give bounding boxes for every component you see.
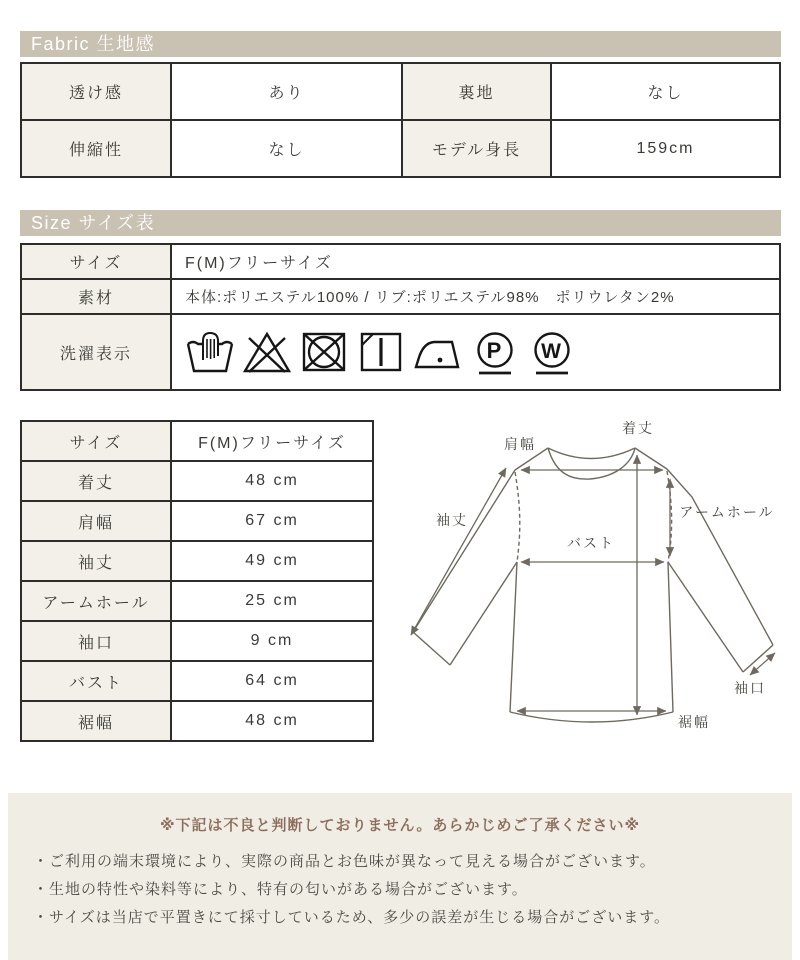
iron-low-icon xyxy=(413,329,463,375)
info-label-material: 素材 xyxy=(21,279,171,314)
measure-label-bust: バスト xyxy=(21,661,171,701)
measure-header-label: サイズ xyxy=(21,421,171,461)
do-not-tumble-dry-icon xyxy=(299,329,349,375)
fabric-label-stretch: 伸縮性 xyxy=(21,120,171,177)
info-label-care: 洗濯表示 xyxy=(21,314,171,390)
dry-clean-p-icon xyxy=(470,329,520,375)
note-item-color: ・ご利用の端末環境により、実際の商品とお色味が異なって見える場合がございます。 xyxy=(33,853,656,870)
measure-label-hem: 裾幅 xyxy=(21,701,171,741)
measure-label-cuff: 袖口 xyxy=(21,621,171,661)
fabric-table xyxy=(20,62,781,178)
fabric-section-header: Fabric 生地感 xyxy=(20,31,781,57)
line-dry-in-shade-icon xyxy=(356,329,406,375)
notes-box xyxy=(8,793,792,960)
fabric-label-lining: 裏地 xyxy=(402,63,551,120)
info-value-material: 本体:ポリエステル100% / リブ:ポリエステル98% ポリウレタン2% xyxy=(171,279,780,314)
measure-value-hem: 48 cm xyxy=(171,701,373,741)
measure-value-shoulder: 67 cm xyxy=(171,501,373,541)
svg-text:W: W xyxy=(541,340,563,363)
fabric-value-lining: なし xyxy=(551,63,780,120)
fabric-value-sheerness: あり xyxy=(171,63,402,120)
measure-header-value: F(M)フリーサイズ xyxy=(171,421,373,461)
measure-value-bust: 64 cm xyxy=(171,661,373,701)
measurement-arrows xyxy=(411,455,775,715)
info-label-size: サイズ xyxy=(21,244,171,279)
measure-value-armhole: 25 cm xyxy=(171,581,373,621)
note-item-measurement-error: ・サイズは当店で平置きにて採寸しているため、多少の誤差が生じる場合がございます。 xyxy=(33,908,671,926)
diagram-label-sleeve: 袖丈 xyxy=(436,512,468,528)
notes-title: ※下記は不良と判断しておりません。あらかじめご了承ください※ xyxy=(159,817,641,834)
measure-label-shoulder: 肩幅 xyxy=(21,501,171,541)
diagram-label-length: 着丈 xyxy=(622,420,654,436)
garment-measurement-diagram xyxy=(400,415,800,755)
info-value-size: F(M)フリーサイズ xyxy=(171,244,780,279)
fabric-value-stretch: なし xyxy=(171,120,402,177)
size-info-table xyxy=(20,243,781,391)
diagram-label-cuff: 袖口 xyxy=(734,680,766,696)
measurement-table xyxy=(20,420,374,742)
measure-label-sleeve: 袖丈 xyxy=(21,541,171,581)
diagram-label-shoulder: 肩幅 xyxy=(504,436,536,452)
fabric-label-model-height: モデル身長 xyxy=(402,120,551,177)
measure-value-length: 48 cm xyxy=(171,461,373,501)
fabric-label-sheerness: 透け感 xyxy=(21,63,171,120)
diagram-label-bust: バスト xyxy=(567,535,615,551)
measure-value-sleeve: 49 cm xyxy=(171,541,373,581)
diagram-label-hem: 裾幅 xyxy=(678,714,710,730)
measure-value-cuff: 9 cm xyxy=(171,621,373,661)
care-symbols-row xyxy=(171,314,780,390)
measure-label-length: 着丈 xyxy=(21,461,171,501)
garment-outline xyxy=(413,448,773,722)
note-item-odor: ・生地の特性や染料等により、特有の匂いがある場合がございます。 xyxy=(33,880,528,898)
measure-label-armhole: アームホール xyxy=(21,581,171,621)
size-section-header: Size サイズ表 xyxy=(20,210,781,236)
hand-wash-icon xyxy=(185,329,235,375)
fabric-value-model-height: 159cm xyxy=(551,120,780,177)
diagram-label-armhole: アームホール xyxy=(679,504,775,520)
do-not-bleach-icon xyxy=(242,329,292,375)
svg-text:P: P xyxy=(486,338,504,363)
wet-clean-w-icon xyxy=(527,329,577,375)
notes-list xyxy=(8,848,792,931)
